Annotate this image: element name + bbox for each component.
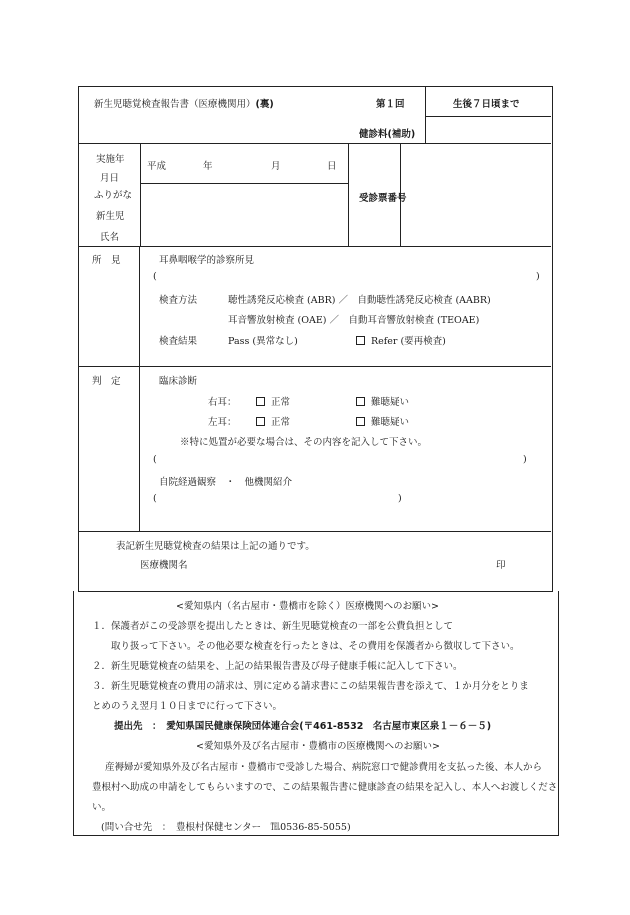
notice-outside-heading: <愛知県外及び名古屋市・豊橋市の医療機関へのお願い>	[196, 741, 440, 752]
institution-label: 医療機関名	[140, 560, 188, 571]
right-suspect-checkbox[interactable]	[356, 397, 365, 406]
notice-outside-line-1: 産褥婦が愛知県外及び名古屋市・豊橋市で受診した場合、病院窓口で健診費用を支払った後、本人から	[105, 762, 543, 773]
ent-paren-open: (	[153, 271, 157, 282]
treatment-paren-open: (	[153, 454, 157, 465]
method-2: 耳音響放射検査 (OAE) ／ 自動耳音響放射検査 (TEOAE)	[228, 315, 480, 326]
submit-destination: 提出先 ： 愛知県国民健康保険団体連合会(〒461-8532 名古屋市東区泉１－６－５)	[114, 721, 492, 732]
notice-item-3a: ３．新生児聴覚検査の費用の請求は、別に定める請求書にこの結果報告書を添えて、１か月分をとりま	[92, 681, 529, 692]
left-ear-label: 左耳：	[208, 417, 237, 428]
ent-paren-close: )	[536, 271, 540, 282]
notice-outside-line-3: い。	[92, 802, 112, 813]
followup-paren-close: )	[398, 493, 402, 504]
certify-text: 表記新生児聴覚検査の結果は上記の通りです。	[116, 541, 315, 552]
ent-title: 耳鼻咽喉学的診察所見	[159, 255, 255, 266]
refer-checkbox[interactable]	[356, 336, 365, 345]
date-era: 平成	[147, 161, 167, 172]
date-label-1: 実施年	[96, 154, 125, 165]
clinical-label: 臨床診断	[159, 376, 198, 387]
result-refer-option: Refer (要再検査)	[356, 333, 446, 347]
right-ear-normal: 正常	[256, 394, 290, 408]
timing-label: 生後７日頃まで	[453, 99, 520, 110]
notice-item-2: ２．新生児聴覚検査の結果を、上記の結果報告書及び母子健康手帳に記入して下さい。	[92, 661, 463, 672]
result-pass: Pass (異常なし)	[228, 336, 298, 347]
right-normal-checkbox[interactable]	[256, 397, 265, 406]
result-label: 検査結果	[159, 336, 198, 347]
followup-options: 自院経過観察 ・ 他機関紹介	[159, 477, 293, 488]
notice-item-3b: とめのうえ翌月１０日までに行って下さい。	[92, 701, 283, 712]
report-title: 新生児聴覚検査報告書（医療機関用）(裏)	[94, 99, 274, 110]
left-ear-suspect: 難聴疑い	[356, 414, 409, 428]
name-label: 氏名	[100, 232, 120, 243]
fee-label: 健診料(補助)	[359, 129, 416, 140]
followup-paren-open: (	[153, 493, 157, 504]
date-month: 月	[271, 161, 281, 172]
contact-info: (問い合せ先 ： 豊根村保健センター ℡0536-85-5055)	[101, 822, 351, 833]
treatment-paren-close: )	[523, 454, 527, 465]
furigana-label: ふりがな	[94, 190, 133, 201]
notice-item-1a: １．保護者がこの受診票を提出したときは、新生児聴覚検査の一部を公費負担として	[92, 621, 454, 632]
date-day: 日	[327, 161, 337, 172]
method-1: 聴性誘発反応検査 (ABR) ／ 自動聴性誘発反応検査 (AABR)	[228, 295, 491, 306]
treatment-note: ※特に処置が必要な場合は、その内容を記入して下さい。	[180, 437, 428, 448]
left-ear-normal: 正常	[256, 414, 290, 428]
newborn-label: 新生児	[96, 211, 125, 222]
right-ear-suspect: 難聴疑い	[356, 394, 409, 408]
findings-label: 所 見	[92, 255, 121, 266]
left-normal-checkbox[interactable]	[256, 417, 265, 426]
notice-aichi-heading: <愛知県内（名古屋市・豊橋市を除く）医療機関へのお願い>	[176, 601, 439, 612]
seal-mark: 印	[496, 560, 506, 571]
method-label: 検査方法	[159, 295, 198, 306]
left-suspect-checkbox[interactable]	[356, 417, 365, 426]
notice-outside-line-2: 豊根村へ助成の申請をしてもらいますので、この結果報告書に健康診査の結果を記入し、本人へお渡しくださ	[92, 782, 558, 793]
judgment-label: 判 定	[92, 376, 121, 387]
right-ear-label: 右耳：	[208, 397, 237, 408]
notice-item-1b: 取り扱って下さい。その他必要な検査を行ったときは、その費用を保護者から徴収して下さい。	[111, 641, 520, 652]
round-label: 第１回	[376, 99, 405, 110]
date-year: 年	[203, 161, 213, 172]
date-label-2: 月日	[100, 173, 120, 184]
ticket-number-label: 受診票番号	[359, 193, 407, 204]
